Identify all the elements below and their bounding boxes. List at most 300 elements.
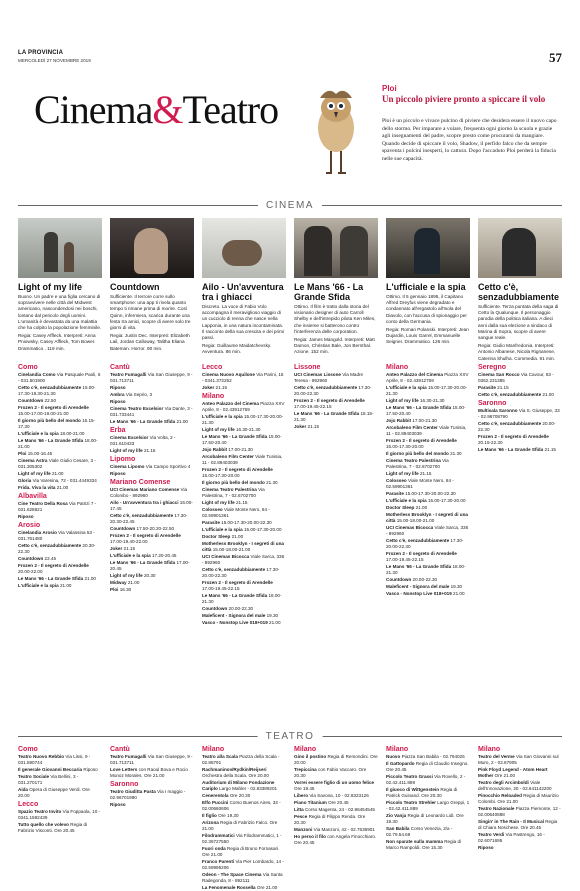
showtimes: 20.30 — [143, 573, 156, 578]
listing-entry — [110, 513, 194, 525]
listing-entry — [18, 438, 102, 450]
listing-entry — [110, 471, 194, 477]
film-title: Aida — [18, 787, 30, 792]
film-title: Light of my life — [202, 500, 236, 505]
venue-info: Via Bellini, 3 - 031.270171 — [18, 774, 79, 785]
listing-entry — [202, 507, 286, 519]
showtimes: Via Santa Radegonda, 8 - 892111 — [202, 872, 283, 883]
listing-entry — [18, 405, 102, 417]
venue-name: Cinema Teatro Excelsior — [110, 406, 165, 411]
film-title: Ho perso il filo — [294, 834, 328, 839]
review-light-of-my-life — [18, 282, 102, 352]
city-heading: Como — [18, 364, 38, 371]
showtimes: 15.00-17.30-20.00-21.30 — [202, 414, 284, 425]
film-title: Frozen 2 - Il segreto di Arendelle — [386, 438, 457, 443]
showtimes: 16.30-21.30 — [419, 398, 445, 403]
venue-name: Piccolo Teatro Strehler — [386, 800, 438, 805]
feature-body: Ploi è un piccolo e vivace pulcino di piviere che desidera essere il nuovo capo dello stormo. Per imparare a volare, frequenta ogni giorno la scuola e grazie agli insegnamenti del padre, scopre presto come procurarsi da mangiare. Quando decide di spiccare il volo, Shadow, il perfido falco che da sempre spaventa i pulcini inesperti, lo cattura. Dopo l'accaduto Ploi perderà la fiducia nelle sue capacità. — [382, 118, 557, 162]
listing-entry — [386, 512, 470, 524]
review-title: Light of my life — [18, 282, 82, 292]
venue-name: Anteo Palazzo del Cinema — [386, 372, 445, 377]
listing-entry — [202, 813, 286, 819]
venue-name: Gloria — [18, 478, 33, 483]
listing-entry — [110, 587, 194, 593]
film-title: Parasite — [202, 520, 222, 525]
listing-entry — [18, 501, 102, 513]
showtimes: 17.30-20.00-22.30 — [202, 567, 280, 578]
showtimes: 21.15 — [307, 424, 320, 429]
listing-entry — [294, 834, 378, 846]
listing-entry — [478, 832, 562, 844]
city-heading: Milano — [478, 746, 501, 753]
listing-entry — [386, 498, 470, 504]
showtimes: 20.15-22.30 — [478, 440, 503, 445]
showtimes: 15.00-17.30-20.00 — [386, 444, 424, 449]
venue-info: Via Filodrammatici, 1 - 02.36727550 — [202, 833, 282, 844]
venue-name: Cinema Excelsior — [110, 435, 150, 440]
listing-entry — [478, 447, 562, 453]
listing-entry — [110, 546, 194, 552]
listing-entry — [202, 859, 286, 871]
listing-entry — [110, 500, 194, 512]
film-title: Cetto c'è, senzadubbiamente — [478, 392, 543, 397]
showtimes: Regia di Claudio Insegno. Ore 20.45 — [386, 761, 469, 772]
film-title: Il giorno più bello del mondo — [18, 418, 83, 423]
city-heading: Cantù — [110, 364, 130, 371]
showtimes: 21.00 — [127, 580, 140, 585]
city-heading: Saronno — [478, 400, 507, 407]
showtimes: 15.00-17.30-20.00-22.30 — [221, 520, 272, 525]
venue-name: Teatro Nuovo Rebbio — [18, 754, 66, 759]
film-title: Fuori onda — [202, 846, 228, 851]
showtimes: 21.00 — [176, 419, 188, 424]
film-title: Light of my life — [386, 398, 420, 403]
review-credits: Regia: James Mangold. Interpreti: Matt Damon, Christian Bale, Jon Bernthal. Azione. 152 min. — [294, 337, 375, 355]
listing-entry — [294, 827, 378, 833]
feature-image-ploi — [306, 68, 366, 188]
listing-entry — [386, 478, 470, 490]
film-title: Il giorno più bello del mondo — [386, 451, 451, 456]
listing-entry — [386, 754, 470, 760]
listing-entry — [202, 527, 286, 533]
showtimes: 15.00-17.30-20.00 — [243, 527, 282, 532]
review-title: Countdown — [110, 282, 160, 292]
venue-name: Teatro Fumagalli — [110, 372, 148, 377]
listing-entry — [18, 563, 102, 575]
venue-info: Via San Giuseppe, 9 - 031.713711 — [110, 372, 193, 383]
film-title: Frozen 2 - Il segreto di Arendelle — [386, 551, 457, 556]
venue-name: Nuovo — [386, 754, 402, 759]
venue-info: Corso Buenos Aires, 33 - 02.00660606 — [202, 800, 281, 811]
venue-info: Piazza XXV Aprile, 8 - 02.43912769 — [202, 401, 285, 412]
listing-entry — [294, 780, 378, 792]
venue-info: Largo Greppi, 1 - 02.42.411.889 — [386, 800, 470, 811]
showtimes: 17.00-19.45-22.15 — [294, 404, 332, 409]
film-title: Light of my life — [18, 471, 52, 476]
film-title: Il generale Giovanni Beccaria — [18, 767, 84, 772]
poster-light-of-my-life — [18, 218, 102, 278]
film-title: Le Mans '66 - La Grande Sfida — [386, 405, 453, 410]
listing-entry — [110, 406, 194, 418]
showtimes: Ore 21.00 — [494, 773, 516, 778]
showtimes: 18.15-21.30 — [294, 411, 374, 422]
section-title-ampersand: & — [152, 87, 183, 132]
listing-entry — [386, 564, 470, 576]
listing-entry — [110, 372, 194, 384]
newspaper-name: LA PROVINCIA — [18, 50, 64, 56]
section-title-teatro: Teatro — [182, 87, 279, 132]
film-title: Light of my life — [110, 448, 144, 453]
showtimes: 17.00-20.45 — [110, 560, 190, 571]
issue-date: MERCOLEDÌ 27 NOVEMBRE 2019 — [18, 58, 91, 63]
listing-entry — [386, 813, 470, 825]
film-title: Frozen 2 - Il segreto di Arendelle — [202, 467, 273, 472]
listing-entry — [202, 385, 286, 391]
showtimes: 17.20-20.45 — [151, 553, 177, 558]
listing-entry — [386, 385, 470, 397]
listing-entry — [294, 807, 378, 813]
feature-kicker: Ploi — [382, 84, 397, 93]
showtimes: 21.00 — [415, 505, 428, 510]
venue-info: Viale dell'Innovazione, 20 - 02.641142200 — [478, 780, 552, 791]
film-title: Singin' in The Rain - Il Musical — [478, 819, 546, 824]
showtimes: 15.00-18.00-21.00 — [396, 518, 435, 523]
venue-name: Multisala Saronno — [478, 408, 519, 413]
venue-name: Spazio Teatro Invito — [18, 809, 63, 814]
venue-info: Viale Monte Nero, 84 - 02.59901361 — [202, 507, 270, 518]
film-title: Countdown — [386, 577, 413, 582]
film-title: Frozen 2 - Il segreto di Arendelle — [18, 563, 89, 568]
film-title: Motherless Brooklyn - I segreti di una città — [202, 541, 284, 552]
showtimes: 18.00-21.00 — [59, 431, 85, 436]
listing-entry — [18, 514, 102, 520]
venue-name: Libero — [294, 793, 310, 798]
review-credits: Regia: Guillaume Maidatchevsky. Avventura. 86 min. — [202, 343, 272, 355]
showtimes: 21.15 — [123, 546, 136, 551]
listing-entry — [202, 620, 286, 626]
showtimes: 21.15 — [544, 447, 556, 452]
city-heading: Cantù — [110, 746, 130, 753]
listing-entry — [202, 567, 286, 579]
listing-entry — [110, 533, 194, 545]
listing-entry — [294, 424, 378, 430]
teatro-band — [18, 731, 562, 741]
film-title: Joker — [202, 385, 216, 390]
venue-info: Via Varesina, 72 - 031.4449334 — [32, 478, 97, 483]
venue-name: Arcobaleno Film Center — [386, 425, 440, 430]
listing-entry — [386, 800, 470, 812]
showtimes: 17.30-20.30-22.45 — [110, 513, 188, 524]
film-title: Non sparate sulla mamma — [386, 839, 445, 844]
film-title: Love Letters — [110, 767, 139, 772]
venue-name: Teatro del Verme — [478, 754, 516, 759]
film-title: Le Mans '66 - La Grande Sfida — [294, 411, 361, 416]
listing-entry — [294, 398, 378, 410]
film-title: Cetto c'è, senzadubbiamente — [18, 543, 83, 548]
venue-info: Viale Sarca, 336 - 892960 — [386, 525, 469, 536]
venue-name: Teatro Sociale — [18, 774, 51, 779]
listing-entry — [202, 754, 286, 766]
venue-name: Cinema Nuovo Aquilone — [202, 372, 257, 377]
film-title: Riposo — [478, 845, 494, 850]
showtimes: 18.00-21.00 — [18, 438, 98, 449]
film-title: Frozen 2 - Il segreto di Arendelle — [478, 434, 549, 439]
film-title: Cetto c'è, senzadubbiamente — [294, 385, 359, 390]
film-title: Maleficent - Signora del male — [386, 584, 451, 589]
listings-column-3 — [202, 362, 286, 732]
film-title: Frozen 2 - Il segreto di Arendelle — [202, 580, 273, 585]
venue-info: Via Cavour, 83 - 0362.231385 — [478, 372, 554, 383]
showtimes: 15.15-17.30 — [18, 418, 96, 429]
film-title: L'ufficiale e la spia — [18, 583, 60, 588]
listing-entry — [110, 802, 194, 808]
listing-entry — [478, 408, 562, 420]
venue-info: Largo Mahler - 02.83389201 — [219, 786, 278, 791]
listing-entry — [202, 800, 286, 812]
listing-entry — [294, 754, 378, 766]
venue-info: Via Rovello, 2 - 02.42.411.889 — [386, 774, 466, 785]
listing-entry — [478, 845, 562, 851]
listings-column-5 — [386, 362, 470, 732]
listing-entry — [294, 372, 378, 384]
city-heading: Como — [18, 746, 38, 753]
film-title: La Fenomenale Rossella — [202, 885, 257, 890]
showtimes: 21.15 — [143, 448, 156, 453]
showtimes: Ore 19.45 — [294, 786, 315, 791]
listing-entry — [386, 839, 470, 851]
city-heading: Mariano Comense — [110, 479, 171, 486]
review-countdown — [110, 282, 194, 352]
venue-info: Via Pier Lombardo, 14 - 02.59995206 — [202, 859, 284, 870]
showtimes: 20.00-22.30 — [228, 606, 254, 611]
venue-name: Cinema Teatro Palestrina — [202, 487, 259, 492]
film-title: Vorrei essere figlio di un uomo felice — [294, 780, 375, 785]
film-title: Piano Titanium — [294, 800, 329, 805]
showtimes: 21.00 — [84, 576, 96, 581]
listing-entry — [478, 421, 562, 433]
film-title: Light of my life — [202, 427, 236, 432]
review-title: Cetto c'è, senzadubbiamente — [478, 282, 560, 302]
film-title: Cetto c'è, senzadubbiamente — [18, 385, 83, 390]
listing-entry — [110, 767, 194, 779]
venue-info: Via Campo Sportivo 4 — [145, 464, 191, 469]
showtimes: Ore 20.30 — [229, 793, 251, 798]
listing-entry — [202, 427, 286, 433]
showtimes: Riposo — [83, 767, 98, 772]
film-title: L'ufficiale e la spia — [386, 385, 428, 390]
venue-info: Via Volta, 2 - 031.610433 — [110, 435, 176, 446]
city-heading: Milano — [386, 364, 409, 371]
review-body: Sufficiente. Terza puntata della saga di Cetto la Qualunque. Il personaggio parodia della politica italiana. A dieci anni dalla sua elezione a sindaco di Marina di Sopra, scopre di avere sangue reale. — [478, 304, 559, 341]
showtimes: 17.30-20.00-22.30 — [294, 385, 372, 396]
film-title: Le Mans '66 - La Grande Sfida — [110, 419, 177, 424]
listing-entry — [18, 530, 102, 542]
film-title: L'ufficiale e la spia — [386, 498, 428, 503]
venue-name: Teatro alla Scala — [202, 754, 240, 759]
listing-entry — [478, 819, 562, 831]
showtimes: 15.00-17.50-20.40 — [202, 434, 282, 445]
city-heading: Lipomo — [110, 456, 136, 463]
film-title: Il Gattopardo — [386, 761, 416, 766]
showtimes: 15.00-17.50-20.40 — [386, 405, 466, 416]
showtimes: 18.00-21.30 — [386, 564, 466, 575]
listing-entry — [202, 613, 286, 619]
showtimes: Regia di Bruno Fornasari. Ore 21.00 — [202, 846, 280, 857]
venue-name: UCI Cinemas Bicocca — [386, 525, 435, 530]
venue-info: Viale Tunisia, 11 - 02.89403039 — [202, 454, 283, 465]
city-heading: Lecco — [202, 364, 223, 371]
showtimes: 21.00 — [51, 471, 64, 476]
showtimes: 17.00-19.45-22.15 — [202, 586, 240, 591]
film-title: Doctor Sleep — [386, 505, 416, 510]
review-ailo — [202, 282, 286, 356]
review-title: Le Mans '66 - La Grande Sfida — [294, 282, 364, 302]
showtimes: 16.30 — [119, 587, 132, 592]
venue-name: UCI Cinemas Lissone — [294, 372, 343, 377]
film-title: Motherless Brooklyn - I segreti di una città — [386, 512, 468, 523]
showtimes: 17.00-21.30 — [412, 418, 437, 423]
film-title: Le Mans '66 - La Grande Sfida — [478, 447, 545, 452]
city-heading: Saronno — [110, 781, 139, 788]
listing-entry — [18, 372, 102, 384]
showtimes: 19.30 — [266, 613, 279, 618]
film-title: L'ufficiale e la spia — [18, 431, 60, 436]
listing-entry — [18, 485, 102, 491]
venue-info: Via I maggio - 02.96701990 — [110, 789, 186, 800]
city-heading: Seregno — [478, 364, 507, 371]
showtimes: Regia di Chiara Noschese. Ore 20.45 — [478, 819, 558, 830]
listing-entry — [202, 580, 286, 592]
venue-name: UCI Cinemas Mariano Comense — [110, 487, 181, 492]
film-title: Cetto c'è, senzadubbiamente — [202, 567, 267, 572]
listing-entry — [202, 885, 286, 891]
city-heading: Milano — [386, 746, 409, 753]
feature-headline: Un piccolo piviere pronto a spiccare il volo — [382, 94, 546, 104]
film-title: Arizona — [202, 820, 221, 825]
city-heading: Milano — [202, 746, 225, 753]
theatre-column-5 — [386, 744, 470, 850]
venue-name: Cinema Lipomo — [110, 464, 146, 469]
section-title — [34, 86, 278, 133]
listing-entry — [110, 385, 194, 391]
listing-entry — [202, 541, 286, 553]
film-title: Le Mans '66 - La Grande Sfida — [202, 434, 269, 439]
showtimes: 22.50 — [44, 398, 57, 403]
film-title: Parasite — [478, 385, 498, 390]
listing-entry — [386, 471, 470, 477]
showtimes: 15.00-16.45 — [27, 451, 53, 456]
venue-info: Via Madre Teresa - 892960 — [294, 372, 364, 383]
listing-entry — [202, 447, 286, 453]
listing-entry — [386, 458, 470, 470]
film-title: Pink Floyd Legend - Atom Heart Mother — [478, 767, 548, 778]
listing-entry — [386, 491, 470, 497]
showtimes: Regia di Leonardo Lidi. Ore 19.30 — [386, 813, 464, 824]
venue-name: Teatro Fumagalli — [110, 754, 148, 759]
showtimes: 21.00 — [56, 485, 69, 490]
venue-info: Via Lissi, 9 - 031.590744 — [18, 754, 91, 765]
venue-name: Filodrammatici — [202, 833, 236, 838]
listing-entry — [202, 534, 286, 540]
film-title: Parasite — [386, 491, 406, 496]
film-title: Odeon - The Space Cinema — [202, 872, 263, 877]
listing-entry — [386, 774, 470, 786]
film-title: Frozen 2 - Il segreto di Arendelle — [18, 405, 89, 410]
showtimes: 21.00 — [453, 591, 465, 596]
city-heading: Arosio — [18, 522, 41, 529]
showtimes: 17.00-19.45-22.15 — [386, 557, 424, 562]
theatre-column-2 — [110, 744, 194, 844]
venue-info: Piazza San Babila - 02.794026 — [401, 754, 465, 759]
showtimes: 21.30 — [266, 480, 278, 485]
showtimes: 15.00-17.00-19.00-21.00 — [18, 411, 69, 416]
venue-info: Regia di Remondini. Ore 20.00 — [294, 754, 378, 765]
listing-entry — [478, 434, 562, 446]
listing-entry — [202, 554, 286, 566]
listing-entry — [386, 826, 470, 838]
listing-entry — [110, 464, 194, 470]
film-title: Cetto c'è, senzadubbiamente — [110, 513, 175, 518]
review-credits: Regia: Justin Dec. Interpreti: Elizabeth Lail, Jordan Calloway, Talitha Eliana Bateman. Horror. 90 min. — [110, 333, 190, 351]
listing-entry — [202, 780, 286, 792]
listing-entry — [478, 372, 562, 384]
city-heading: Erba — [110, 427, 126, 434]
venue-info: Via Palestrina, 7 - 02.6702700 — [386, 458, 449, 469]
city-heading: Lecco — [18, 801, 39, 808]
city-heading: Milano — [294, 746, 317, 753]
showtimes: Regia di Fabrizio Falco. Ore 21.00 — [202, 820, 278, 831]
venue-info: Piazza Piemonte, 12 - 02.00640888 — [478, 806, 561, 817]
showtimes: 21.00 — [59, 583, 72, 588]
listing-entry — [202, 820, 286, 832]
listing-entry — [202, 401, 286, 413]
film-title: Trepiccina — [294, 767, 319, 772]
listing-entry — [110, 419, 194, 425]
venue-name: Colosseo — [202, 507, 224, 512]
venue-info: Via San Giovanni sul Muro, 2 - 02.87905 — [478, 754, 559, 765]
listing-entry — [386, 591, 470, 597]
film-title: L'ufficiale e la spia — [202, 414, 244, 419]
showtimes: 21.00 — [231, 534, 244, 539]
poster-ailo — [202, 218, 286, 278]
listing-entry — [110, 560, 194, 572]
venue-info: Via San Giuseppe, 9 - 031.713711 — [110, 754, 193, 765]
film-title: Zio Vanja — [386, 813, 408, 818]
venue-name: Teatro Nazionale — [478, 806, 516, 811]
listing-entry — [18, 385, 102, 397]
venue-info: Via S. Giuseppe, 33 - 02.96708790 — [478, 408, 560, 419]
listing-entry — [478, 385, 562, 391]
showtimes: Regia di Filippo Renda. Ore 20.30 — [294, 814, 366, 825]
listing-entry — [18, 767, 102, 773]
listing-entry — [110, 573, 194, 579]
listing-entry — [18, 576, 102, 582]
listing-entry — [202, 793, 286, 799]
listing-entry — [18, 787, 102, 799]
listing-entry — [478, 754, 562, 766]
venue-info: Via Palestrina, 7 - 02.6702700 — [202, 487, 265, 498]
listing-entry — [202, 487, 286, 499]
review-body: Discreto. La voce di Fabio Volo accompagna il meraviglioso viaggio di un cucciolo di renna che nasce nella Lapponia, in una natura incontaminata. Il racconto della sua crescita e dei primi passi. — [202, 304, 285, 341]
listing-entry — [18, 774, 102, 786]
film-title: Riposo — [110, 471, 126, 476]
venue-name: Ambra — [110, 392, 126, 397]
listing-entry — [110, 754, 194, 766]
film-title: Ailo - Un'avventura tra i ghiacci — [110, 500, 180, 505]
listing-entry — [386, 551, 470, 563]
listings-column-1 — [18, 362, 102, 732]
film-title: Pinocchio Reloaded — [478, 793, 524, 798]
